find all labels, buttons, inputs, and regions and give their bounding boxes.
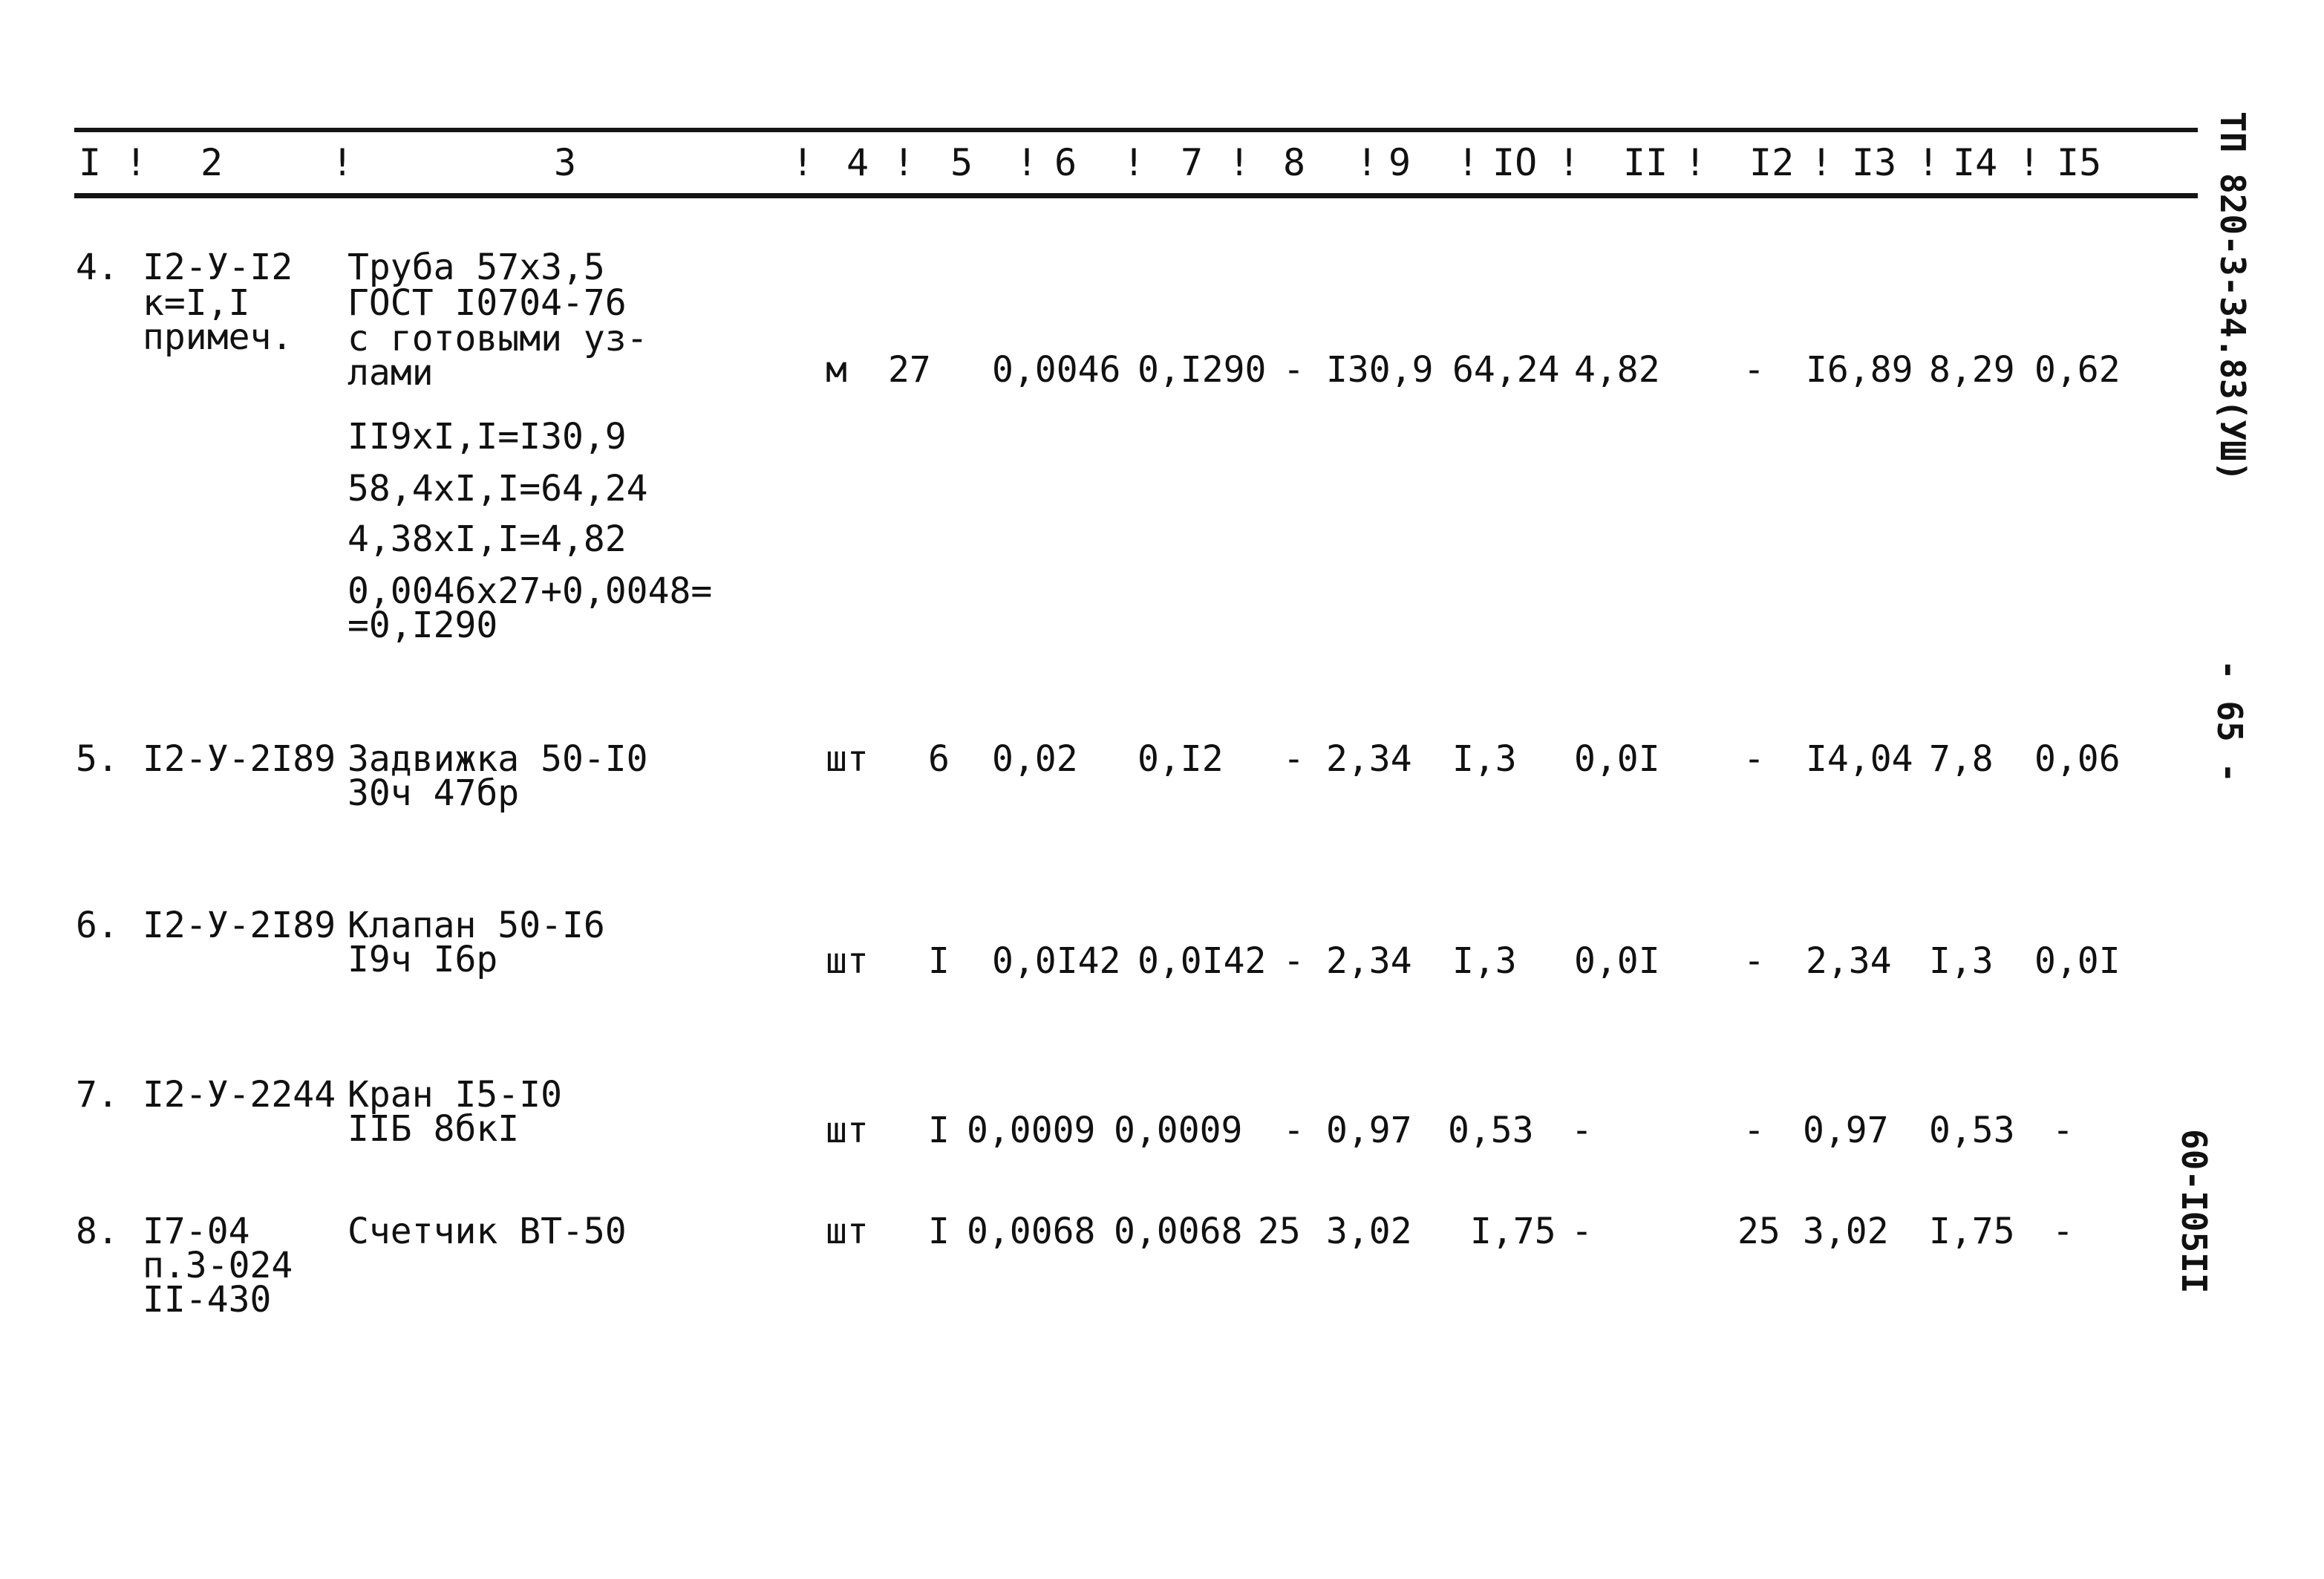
row-col8: - bbox=[1283, 349, 1305, 391]
row-calc-line: 0,0046х27+0,0048= bbox=[347, 570, 713, 612]
row-col7: 0,0009 bbox=[1114, 1110, 1243, 1151]
col-header-5: 5 bbox=[950, 141, 973, 184]
row-col12: - bbox=[1743, 940, 1765, 982]
row-col10: I,75 bbox=[1470, 1211, 1556, 1252]
row-col13: 3,02 bbox=[1803, 1211, 1889, 1252]
row-col13: I6,89 bbox=[1806, 349, 1913, 391]
row-col9: I30,9 bbox=[1326, 349, 1434, 391]
row-qty: I bbox=[928, 1110, 950, 1151]
row-col8: 25 bbox=[1258, 1211, 1301, 1252]
row-col12: - bbox=[1743, 349, 1765, 391]
row-name-line: лами bbox=[347, 352, 434, 394]
row-col9: 3,02 bbox=[1326, 1211, 1412, 1252]
col-sep: ! bbox=[125, 141, 148, 184]
col-header-2: 2 bbox=[200, 141, 223, 184]
col-header-3: 3 bbox=[554, 141, 577, 184]
row-col11: - bbox=[1571, 1211, 1593, 1252]
col-sep: ! bbox=[1457, 141, 1480, 184]
row-code-line: I2-У-2I89 bbox=[143, 905, 336, 946]
row-col15: - bbox=[2052, 1211, 2074, 1252]
row-code-line: I2-У-I2 bbox=[143, 247, 293, 288]
row-qty: 27 bbox=[888, 349, 931, 391]
col-header-6: 6 bbox=[1054, 141, 1077, 184]
col-header-1: I bbox=[79, 141, 102, 184]
row-col14: I,3 bbox=[1929, 940, 1994, 982]
row-col15: 0,06 bbox=[2034, 738, 2121, 780]
document-code: ТП 820-3-34.83(УШ) bbox=[2213, 111, 2253, 482]
row-col11: 0,0I bbox=[1574, 940, 1660, 982]
page-number: - 65 - bbox=[2210, 660, 2250, 784]
row-code-line: I2-У-2244 bbox=[143, 1074, 336, 1116]
row-unit: шт bbox=[826, 940, 869, 982]
row-col6: 0,0068 bbox=[967, 1211, 1096, 1252]
row-col8: - bbox=[1283, 940, 1305, 982]
row-qty: 6 bbox=[928, 738, 950, 780]
row-number: 4. bbox=[76, 247, 119, 288]
row-code-line: п.3-024 bbox=[143, 1245, 293, 1286]
row-name-line: ГОСТ I0704-76 bbox=[347, 282, 627, 324]
row-col10: I,3 bbox=[1452, 940, 1517, 982]
row-col14: 0,53 bbox=[1929, 1110, 2015, 1151]
row-number: 8. bbox=[76, 1211, 119, 1252]
row-name-line: I9ч I6р bbox=[347, 939, 498, 980]
row-col7: 0,I290 bbox=[1137, 349, 1267, 391]
row-number: 6. bbox=[76, 905, 119, 946]
row-col14: 7,8 bbox=[1929, 738, 1994, 780]
col-header-4: 4 bbox=[846, 141, 869, 184]
row-number: 7. bbox=[76, 1074, 119, 1116]
col-header-9: 9 bbox=[1388, 141, 1411, 184]
row-calc-line: 58,4хI,I=64,24 bbox=[347, 468, 648, 509]
row-col9: 2,34 bbox=[1326, 940, 1412, 982]
row-code-line: I2-У-2I89 bbox=[143, 738, 336, 780]
row-code-line: I7-04 bbox=[143, 1211, 250, 1252]
row-col8: - bbox=[1283, 738, 1305, 780]
row-col6: 0,02 bbox=[992, 738, 1078, 780]
row-col12: - bbox=[1743, 1110, 1765, 1151]
row-col15: 0,0I bbox=[2034, 940, 2121, 982]
row-col13: 2,34 bbox=[1806, 940, 1892, 982]
row-col11: - bbox=[1571, 1110, 1593, 1151]
col-header-10: IO bbox=[1492, 141, 1538, 184]
row-calc-line: 4,38хI,I=4,82 bbox=[347, 518, 627, 560]
row-unit: шт bbox=[826, 738, 869, 780]
col-sep: ! bbox=[1917, 141, 1940, 184]
row-code-line: примеч. bbox=[143, 316, 293, 358]
row-col9: 0,97 bbox=[1326, 1110, 1412, 1151]
row-name-line: Клапан 50-I6 bbox=[347, 905, 605, 946]
sheet-number: 60-I05II bbox=[2174, 1129, 2214, 1294]
col-header-11: II bbox=[1623, 141, 1668, 184]
row-col10: 0,53 bbox=[1448, 1110, 1534, 1151]
col-sep: ! bbox=[892, 141, 915, 184]
row-code-line: к=I,I bbox=[143, 282, 250, 324]
row-calc-line: =0,I290 bbox=[347, 605, 498, 646]
col-header-13: I3 bbox=[1852, 141, 1897, 184]
row-name-line: Задвижка 50-I0 bbox=[347, 738, 648, 780]
col-header-8: 8 bbox=[1283, 141, 1306, 184]
row-col11: 4,82 bbox=[1574, 349, 1660, 391]
row-col7: 0,0I42 bbox=[1137, 940, 1267, 982]
row-code-line: II-430 bbox=[143, 1279, 272, 1321]
row-name-line: Труба 57х3,5 bbox=[347, 247, 605, 288]
row-number: 5. bbox=[76, 738, 119, 780]
col-sep: ! bbox=[1810, 141, 1833, 184]
header-top-rule bbox=[74, 128, 2198, 132]
col-header-12: I2 bbox=[1749, 141, 1795, 184]
col-sep: ! bbox=[1356, 141, 1379, 184]
row-calc-line: II9хI,I=I30,9 bbox=[347, 416, 627, 458]
header-bottom-rule bbox=[74, 193, 2198, 198]
row-col13: I4,04 bbox=[1806, 738, 1913, 780]
row-col13: 0,97 bbox=[1803, 1110, 1889, 1151]
col-sep: ! bbox=[2018, 141, 2041, 184]
row-col10: I,3 bbox=[1452, 738, 1517, 780]
row-name-line: IIБ 8бкI bbox=[347, 1108, 520, 1150]
row-name-line: с готовыми уз- bbox=[347, 318, 648, 359]
col-header-7: 7 bbox=[1181, 141, 1204, 184]
row-qty: I bbox=[928, 940, 950, 982]
row-col8: - bbox=[1283, 1110, 1305, 1151]
row-col11: 0,0I bbox=[1574, 738, 1660, 780]
row-unit: шт bbox=[826, 1110, 869, 1151]
col-sep: ! bbox=[1228, 141, 1251, 184]
col-header-15: I5 bbox=[2057, 141, 2102, 184]
row-qty: I bbox=[928, 1211, 950, 1252]
col-sep: ! bbox=[1558, 141, 1581, 184]
row-name-line: Счетчик ВТ-50 bbox=[347, 1211, 627, 1252]
row-col12: 25 bbox=[1737, 1211, 1780, 1252]
col-sep: ! bbox=[1123, 141, 1146, 184]
col-sep: ! bbox=[791, 141, 815, 184]
row-col6: 0,0009 bbox=[967, 1110, 1096, 1151]
row-unit: шт bbox=[826, 1211, 869, 1252]
row-col15: - bbox=[2052, 1110, 2074, 1151]
row-col7: 0,0068 bbox=[1114, 1211, 1243, 1252]
row-col6: 0,0I42 bbox=[992, 940, 1121, 982]
col-sep: ! bbox=[1016, 141, 1039, 184]
row-unit: м bbox=[826, 349, 847, 391]
row-name-line: 30ч 47бр bbox=[347, 772, 520, 814]
row-col10: 64,24 bbox=[1452, 349, 1560, 391]
row-col12: - bbox=[1743, 738, 1765, 780]
row-col9: 2,34 bbox=[1326, 738, 1412, 780]
row-col14: 8,29 bbox=[1929, 349, 2015, 391]
row-col15: 0,62 bbox=[2034, 349, 2121, 391]
col-header-14: I4 bbox=[1953, 141, 1998, 184]
row-col6: 0,0046 bbox=[992, 349, 1121, 391]
col-sep: ! bbox=[331, 141, 354, 184]
row-name-line: Кран I5-I0 bbox=[347, 1074, 562, 1116]
col-sep: ! bbox=[1684, 141, 1707, 184]
row-col7: 0,I2 bbox=[1137, 738, 1224, 780]
row-col14: I,75 bbox=[1929, 1211, 2015, 1252]
